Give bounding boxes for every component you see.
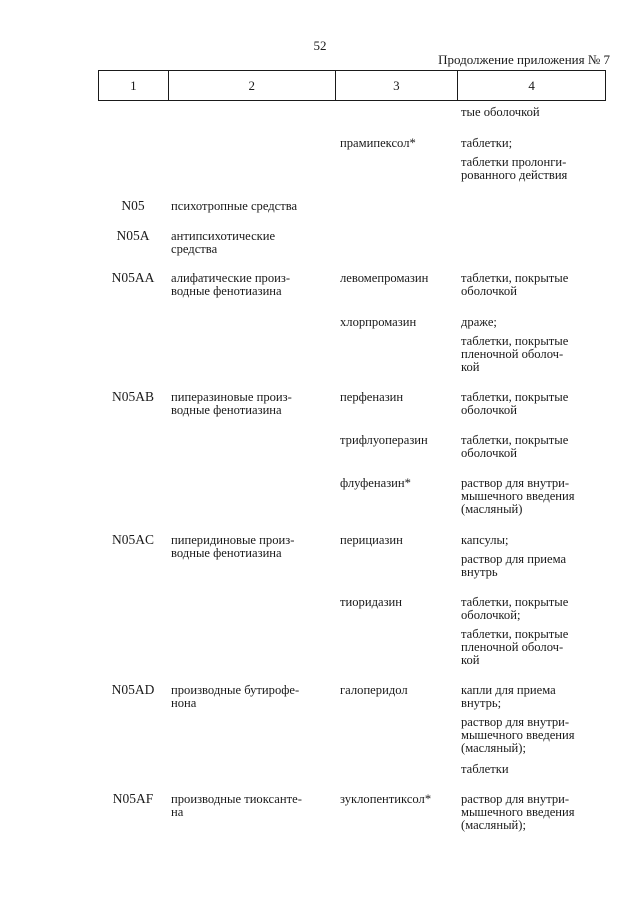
atc-code: N05AF xyxy=(112,791,154,806)
atc-code: N05AD xyxy=(111,682,155,697)
drug-name: флуфеназин* xyxy=(340,476,411,490)
drug-name: зуклопентиксол* xyxy=(340,792,432,806)
drug-name: перициазин xyxy=(340,533,403,547)
atc-group: алифатические произ- водные фенотиазина xyxy=(171,271,291,298)
dosage-form: таблетки; xyxy=(461,136,513,150)
continuation-label: Продолжение приложения № 7 xyxy=(438,52,610,67)
dosage-form: раствор для внутри- мышечного введения (масляный) xyxy=(461,476,575,516)
atc-group: пиперазиновые произ- водные фенотиазина xyxy=(171,390,292,417)
drug-name: трифлуоперазин xyxy=(340,433,428,447)
drug-name: галоперидол xyxy=(340,683,408,697)
dosage-form: драже; xyxy=(461,315,497,329)
dosage-form: таблетки, покрытые пленочной оболоч- кой xyxy=(461,334,569,374)
dosage-form: таблетки, покрытые оболочкой xyxy=(461,433,569,460)
atc-code: N05AA xyxy=(111,270,155,285)
atc-group: пиперидиновые произ- водные фенотиазина xyxy=(171,533,295,560)
dosage-form: таблетки, покрытые оболочкой xyxy=(461,271,569,298)
dosage-form: таблетки xyxy=(461,762,509,776)
drug-name: перфеназин xyxy=(340,390,404,404)
dosage-form: капсулы; xyxy=(461,533,509,547)
table-header xyxy=(98,70,606,101)
dosage-form: таблетки пролонги- рованного действия xyxy=(461,155,568,182)
drug-name: прамипексол* xyxy=(340,136,416,150)
atc-group: производные бутирофе- нона xyxy=(171,683,300,710)
atc-group: психотропные средства xyxy=(171,199,298,213)
drug-name: левомепромазин xyxy=(340,271,429,285)
atc-group: антипсихотические средства xyxy=(171,229,276,256)
header-col-3: 3 xyxy=(335,71,458,101)
dosage-form: таблетки, покрытые оболочкой; xyxy=(461,595,569,622)
dosage-form: раствор для внутри- мышечного введения (масляный); xyxy=(461,715,575,755)
dosage-form: таблетки, покрытые пленочной оболоч- кой xyxy=(461,627,569,667)
atc-code: N05 xyxy=(121,198,145,213)
dosage-form: капли для приема внутрь; xyxy=(461,683,556,710)
atc-code: N05AC xyxy=(111,532,154,547)
header-col-1: 1 xyxy=(99,71,169,101)
header-col-4: 4 xyxy=(458,71,606,101)
drug-name: тиоридазин xyxy=(340,595,403,609)
atc-code: N05A xyxy=(116,228,150,243)
drug-name: хлорпромазин xyxy=(340,315,417,329)
page-number: 52 xyxy=(313,38,327,53)
header-col-2: 2 xyxy=(168,71,335,101)
dosage-form: таблетки, покрытые оболочкой xyxy=(461,390,569,417)
atc-code: N05AB xyxy=(111,389,154,404)
dosage-form: тые оболочкой xyxy=(461,105,540,119)
dosage-form: раствор для внутри- мышечного введения (масляный); xyxy=(461,792,575,832)
dosage-form: раствор для приема внутрь xyxy=(461,552,567,579)
atc-group: производные тиоксанте- на xyxy=(171,792,302,819)
